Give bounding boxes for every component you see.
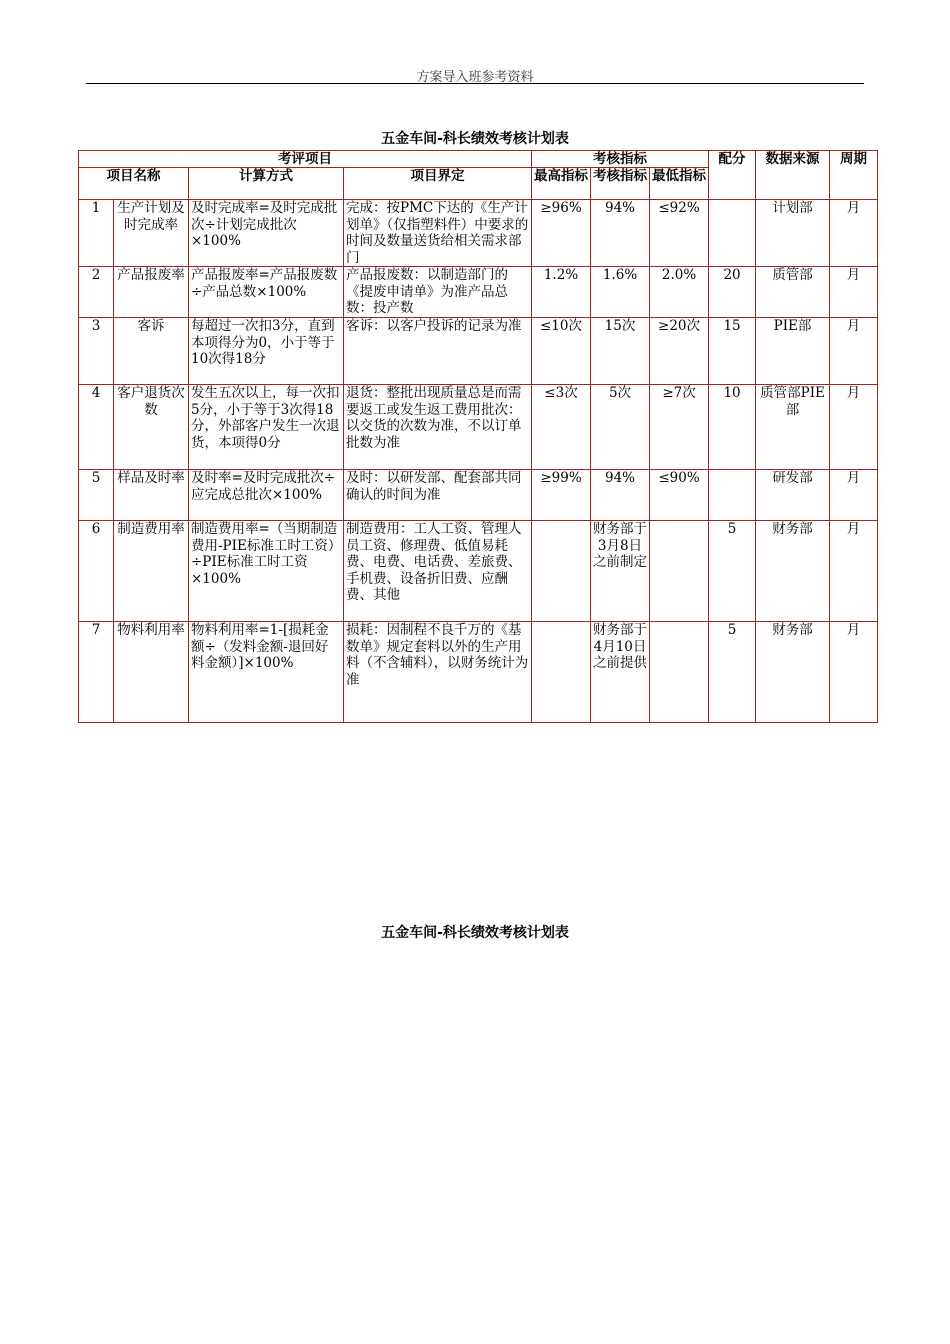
header-lowest: 最低指标	[650, 168, 709, 200]
row-number: 6	[79, 521, 114, 622]
data-source: 研发部	[756, 470, 830, 521]
definition: 制造费用：工人工资、管理人员工资、修理费、低值易耗费、电费、电话费、差旅费、手机费、设备折旧费、应酬费、其他	[344, 521, 532, 622]
highest-indicator: 1.2%	[532, 267, 591, 318]
definition: 及时：以研发部、配套部共同确认的时间为准	[344, 470, 532, 521]
table-row	[79, 470, 878, 521]
highest-indicator	[532, 521, 591, 622]
header-target: 考核指标	[591, 168, 650, 200]
cycle: 月	[830, 267, 878, 318]
cycle: 月	[830, 470, 878, 521]
item-name: 客诉	[114, 318, 189, 385]
target-indicator: 94%	[591, 470, 650, 521]
table-row	[79, 622, 878, 723]
item-name: 产品报废率	[114, 267, 189, 318]
cycle: 月	[830, 200, 878, 267]
data-source: 质管部	[756, 267, 830, 318]
header-row-group	[79, 151, 878, 168]
item-name: 物料利用率	[114, 622, 189, 723]
highest-indicator: ≤3次	[532, 385, 591, 470]
data-source: PIE部	[756, 318, 830, 385]
row-number: 5	[79, 470, 114, 521]
definition: 产品报废数：以制造部门的《提废申请单》为准产品总数：投产数	[344, 267, 532, 318]
highest-indicator	[532, 622, 591, 723]
lowest-indicator: ≤92%	[650, 200, 709, 267]
cycle: 月	[830, 521, 878, 622]
row-number: 1	[79, 200, 114, 267]
score: 20	[709, 267, 756, 318]
table-row	[79, 385, 878, 470]
table-row	[79, 318, 878, 385]
cycle: 月	[830, 622, 878, 723]
item-name: 制造费用率	[114, 521, 189, 622]
target-indicator: 财务部于3月8日之前制定	[591, 521, 650, 622]
header-definition: 项目界定	[344, 168, 532, 200]
header-source: 数据来源	[756, 151, 830, 200]
cycle: 月	[830, 385, 878, 470]
header-divider	[86, 83, 864, 84]
data-source: 财务部	[756, 622, 830, 723]
definition: 客诉：以客户投诉的记录为准	[344, 318, 532, 385]
target-indicator: 15次	[591, 318, 650, 385]
definition: 损耗：因制程不良千万的《基数单》规定套料以外的生产用料（不含辅料），以财务统计为准	[344, 622, 532, 723]
lowest-indicator	[650, 521, 709, 622]
score: 10	[709, 385, 756, 470]
definition: 退货：整批出现质量总是而需要返工或发生返工费用批次：以交货的次数为准，不以订单批数为准	[344, 385, 532, 470]
score: 5	[709, 521, 756, 622]
document-title-repeat: 五金车间-科长绩效考核计划表	[381, 925, 569, 941]
highest-indicator: ≥96%	[532, 200, 591, 267]
lowest-indicator: ≤90%	[650, 470, 709, 521]
target-indicator: 5次	[591, 385, 650, 470]
data-source: 计划部	[756, 200, 830, 267]
lowest-indicator: 2.0%	[650, 267, 709, 318]
data-source: 质管部PIE部	[756, 385, 830, 470]
header-highest: 最高指标	[532, 168, 591, 200]
definition: 完成：按PMC下达的《生产计划单》（仅指塑料件）中要求的时间及数量送货给相关需求部门	[344, 200, 532, 267]
lowest-indicator: ≥7次	[650, 385, 709, 470]
row-number: 2	[79, 267, 114, 318]
score	[709, 470, 756, 521]
calc-method: 发生五次以上，每一次扣5分，小于等于3次得18分，外部客户发生一次退货，本项得0分	[189, 385, 344, 470]
target-indicator: 1.6%	[591, 267, 650, 318]
item-name: 客户退货次数	[114, 385, 189, 470]
calc-method: 及时完成率=及时完成批次÷计划完成批次×100%	[189, 200, 344, 267]
calc-method: 每超过一次扣3分，直到本项得分为0，小于等于10次得18分	[189, 318, 344, 385]
table-row	[79, 200, 878, 267]
calc-method: 物料利用率=1-[损耗金额÷（发料金额-退回好料金额）]×100%	[189, 622, 344, 723]
data-source: 财务部	[756, 521, 830, 622]
table-row	[79, 267, 878, 318]
row-number: 4	[79, 385, 114, 470]
header-cycle: 周期	[830, 151, 878, 200]
header-item-name: 项目名称	[79, 168, 189, 200]
calc-method: 制造费用率=（当期制造费用-PIE标准工时工资）÷PIE标准工时工资×100%	[189, 521, 344, 622]
score: 15	[709, 318, 756, 385]
item-name: 生产计划及时完成率	[114, 200, 189, 267]
score: 5	[709, 622, 756, 723]
group-header-indicators: 考核指标	[532, 151, 709, 168]
calc-method: 产品报废率=产品报废数÷产品总数×100%	[189, 267, 344, 318]
calc-method: 及时率=及时完成批次÷应完成总批次×100%	[189, 470, 344, 521]
page-header: 方案导入班参考资料	[416, 70, 534, 85]
item-name: 样品及时率	[114, 470, 189, 521]
cycle: 月	[830, 318, 878, 385]
lowest-indicator: ≥20次	[650, 318, 709, 385]
score	[709, 200, 756, 267]
group-header-evaluation-items: 考评项目	[79, 151, 532, 168]
lowest-indicator	[650, 622, 709, 723]
performance-plan-table	[78, 150, 878, 723]
highest-indicator: ≥99%	[532, 470, 591, 521]
highest-indicator: ≤10次	[532, 318, 591, 385]
row-number: 7	[79, 622, 114, 723]
document-title: 五金车间-科长绩效考核计划表	[381, 131, 569, 147]
header-score: 配分	[709, 151, 756, 200]
target-indicator: 财务部于4月10日之前提供	[591, 622, 650, 723]
table-row	[79, 521, 878, 622]
row-number: 3	[79, 318, 114, 385]
target-indicator: 94%	[591, 200, 650, 267]
header-calc-method: 计算方式	[189, 168, 344, 200]
